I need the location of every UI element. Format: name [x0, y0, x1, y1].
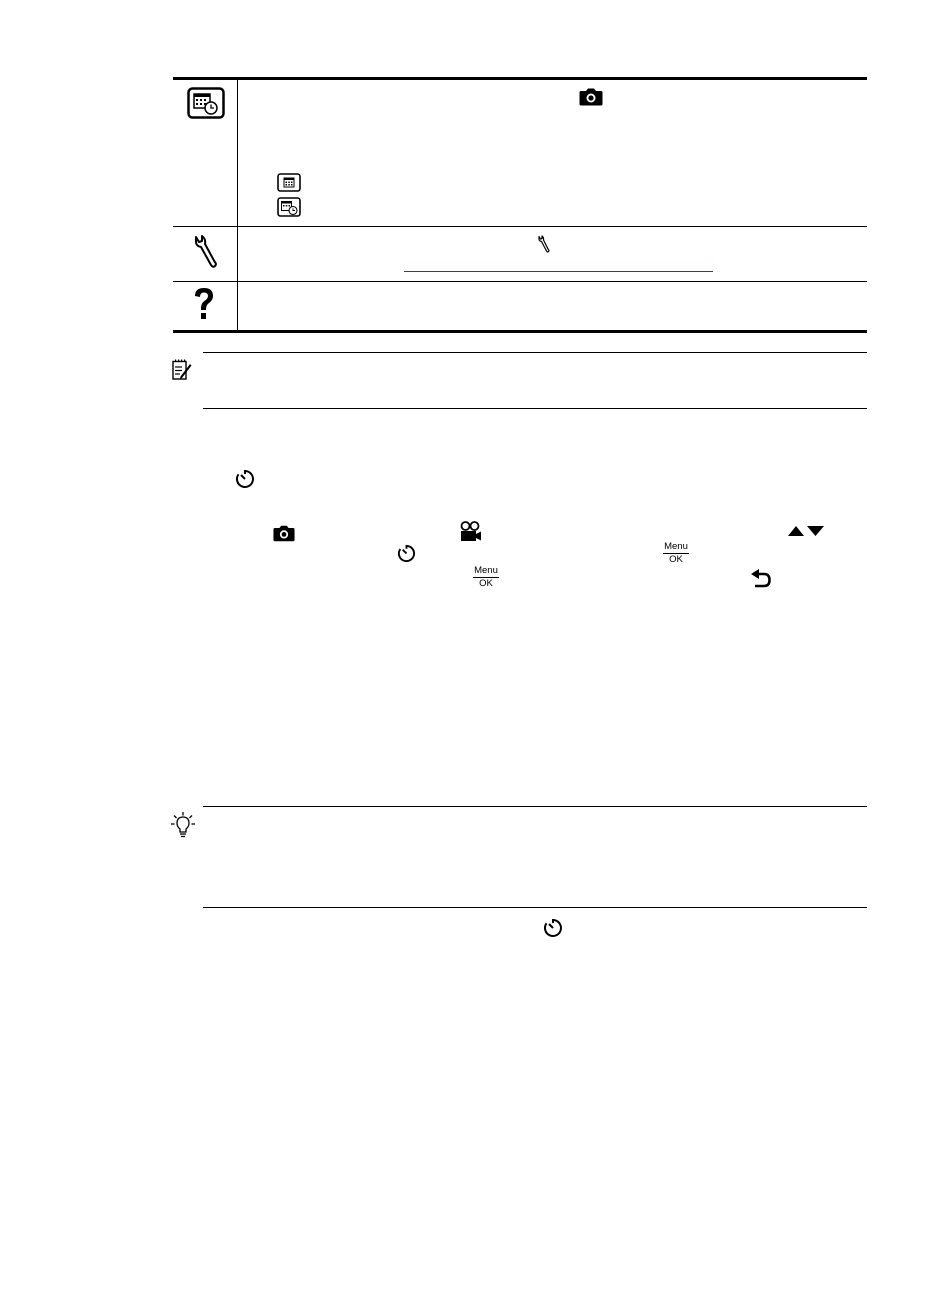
note-bottom-rule — [203, 408, 867, 409]
hyperlink-underline[interactable] — [404, 271, 713, 272]
note-icon — [172, 359, 192, 381]
date-time-icon — [277, 197, 301, 217]
self-timer-icon — [397, 544, 416, 563]
table-row-divider-1 — [173, 226, 867, 227]
back-arrow-icon[interactable] — [750, 569, 772, 588]
video-camera-icon — [460, 521, 482, 542]
menu-label: Menu — [474, 565, 498, 576]
camera-icon — [273, 525, 295, 542]
camera-icon — [579, 88, 603, 106]
tip-bottom-rule — [203, 907, 867, 908]
up-down-arrows-icon[interactable] — [787, 525, 825, 537]
menu-ok-button-icon[interactable] — [473, 566, 499, 588]
table-top-rule — [173, 77, 867, 80]
table-bottom-rule — [173, 330, 867, 333]
table-column-divider — [237, 80, 238, 331]
note-top-rule — [203, 352, 867, 353]
table-row-divider-2 — [173, 281, 867, 282]
ok-label: OK — [479, 578, 493, 589]
date-time-stamp-icon — [187, 87, 225, 119]
menu-ok-button-icon[interactable] — [663, 542, 689, 564]
self-timer-icon — [235, 469, 255, 489]
tip-top-rule — [203, 806, 867, 807]
wrench-icon — [192, 234, 218, 270]
date-only-icon — [277, 173, 301, 192]
lightbulb-tip-icon — [171, 812, 195, 838]
ok-label: OK — [669, 554, 683, 565]
help-question-icon — [193, 287, 215, 321]
wrench-icon — [537, 235, 550, 254]
self-timer-icon — [543, 918, 563, 938]
menu-label: Menu — [664, 541, 688, 552]
